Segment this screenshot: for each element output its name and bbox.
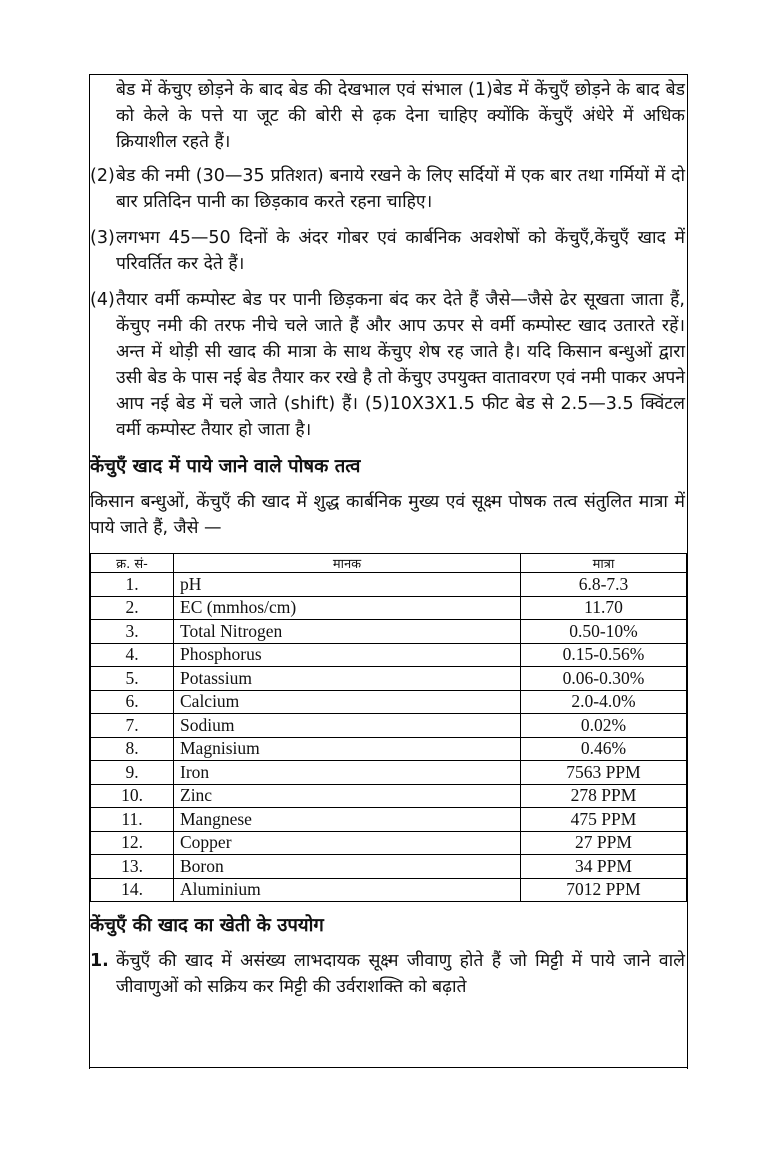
list-number: (3) [90, 228, 115, 248]
quantity-cell: 0.46% [521, 737, 687, 761]
table-row [91, 784, 687, 808]
section-heading-uses: केंचुएँ की खाद का खेती के उपयोग [90, 915, 324, 936]
table-row [91, 761, 687, 785]
parameter-cell: EC (mmhos/cm) [174, 596, 521, 620]
list-number: (4) [90, 290, 115, 310]
table-row [91, 855, 687, 879]
serial-cell: 8. [91, 737, 174, 761]
parameter-cell: Sodium [174, 714, 521, 738]
table-row [91, 714, 687, 738]
list-text: तैयार वर्मी कम्पोस्ट बेड पर पानी छिड़कना बंद कर देते हैं जैसे—जैसे ढेर सूखता जाता हैं, केंचुए नमी की तरफ नीचे चले जाते हैं और आप ऊपर से वर्मी कम्पोस्ट खाद उतारते रहें। अन्त में थोड़ी सी खाद की मात्रा के साथ केंचुए शेष रह जाते है। यदि किसान बन्धुओं द्वारा उसी बेड के पास नई बेड तैयार कर रखे है तो केंचुए उपयुक्त वातावरण एवं नमी पाकर अपने आप नई बेड में चले जाते (shift) हैं। (5)10X3X1.5 फीट बेड से 2.5—3.5 क्विंटल वर्मी कम्पोस्ट तैयार हो जाता है। [116, 290, 685, 440]
intro-paragraph: बेड में केंचुए छोड़ने के बाद बेड की देखभाल एवं संभाल (1)बेड में केंचुएँ छोड़ने के बाद बेड को केले के पत्ते या जूट की बोरी से ढ़क देना चाहिए क्योंकि केंचुएँ अंधेरे में अधिक क्रियाशील रहते हैं। [116, 80, 685, 152]
table-row [91, 620, 687, 644]
serial-cell: 11. [91, 808, 174, 832]
quantity-cell: 11.70 [521, 596, 687, 620]
table-row [91, 596, 687, 620]
quantity-cell: 475 PPM [521, 808, 687, 832]
parameter-cell: Aluminium [174, 878, 521, 902]
parameter-cell: Potassium [174, 667, 521, 691]
page-bottom-border [89, 1067, 688, 1068]
quantity-cell: 0.15-0.56% [521, 643, 687, 667]
list-number: (2) [90, 166, 115, 186]
table-row [91, 643, 687, 667]
serial-cell: 5. [91, 667, 174, 691]
parameter-cell: Iron [174, 761, 521, 785]
section-heading-nutrients: केंचुएँ खाद में पाये जाने वाले पोषक तत्व [90, 456, 361, 477]
list-text: केंचुएँ की खाद में असंख्य लाभदायक सूक्ष्म जीवाणु होते हैं जो मिट्टी में पाये जाने वाले जीवाणुओं को सक्रिय कर मिट्टी की उर्वराशक्ति को बढ़ाते [116, 951, 685, 997]
parameter-cell: Mangnese [174, 808, 521, 832]
table-row [91, 667, 687, 691]
table-row [91, 573, 687, 597]
quantity-cell: 2.0-4.0% [521, 690, 687, 714]
parameter-cell: Boron [174, 855, 521, 879]
serial-cell: 2. [91, 596, 174, 620]
quantity-cell: 6.8-7.3 [521, 573, 687, 597]
serial-cell: 12. [91, 831, 174, 855]
quantity-cell: 27 PPM [521, 831, 687, 855]
quantity-cell: 7563 PPM [521, 761, 687, 785]
quantity-cell: 278 PPM [521, 784, 687, 808]
serial-cell: 13. [91, 855, 174, 879]
serial-cell: 3. [91, 620, 174, 644]
quantity-cell: 7012 PPM [521, 878, 687, 902]
table-row [91, 690, 687, 714]
serial-cell: 4. [91, 643, 174, 667]
section-intro: किसान बन्धुओं, केंचुएँ की खाद में शुद्ध कार्बनिक मुख्य एवं सूक्ष्म पोषक तत्व संतुलित मात्रा में पाये जाते हैं, जैसे — [90, 492, 685, 538]
table-row [91, 808, 687, 832]
nutrient-table [90, 553, 687, 902]
parameter-cell: Calcium [174, 690, 521, 714]
list-item-3 [90, 225, 687, 277]
list-item-4 [90, 287, 687, 443]
serial-cell: 9. [91, 761, 174, 785]
parameter-cell: Zinc [174, 784, 521, 808]
table-row [91, 831, 687, 855]
quantity-cell: 0.06-0.30% [521, 667, 687, 691]
list-text: बेड की नमी (30—35 प्रतिशत) बनाये रखने के लिए सर्दियों में एक बार तथा गर्मियों में दो बार प्रतिदिन पानी का छिड़काव करते रहना चाहिए। [116, 166, 685, 212]
table-row [91, 878, 687, 902]
page-content [90, 75, 687, 1000]
header-parameter: मानक [174, 554, 521, 573]
quantity-cell: 0.50-10% [521, 620, 687, 644]
list-text: लगभग 45—50 दिनों के अंदर गोबर एवं कार्बनिक अवशेषों को केंचुएँ,केंचुएँ खाद में परिवर्तित कर देते हैं। [116, 228, 685, 274]
uses-item-1 [90, 948, 687, 1000]
list-item-2 [90, 163, 687, 215]
serial-cell: 1. [91, 573, 174, 597]
quantity-cell: 0.02% [521, 714, 687, 738]
table-header-row [91, 554, 687, 573]
header-serial: क्र. सं- [91, 554, 174, 573]
serial-cell: 10. [91, 784, 174, 808]
serial-cell: 14. [91, 878, 174, 902]
parameter-cell: Magnisium [174, 737, 521, 761]
parameter-cell: pH [174, 573, 521, 597]
table-row [91, 737, 687, 761]
parameter-cell: Phosphorus [174, 643, 521, 667]
page-frame [89, 74, 688, 1069]
quantity-cell: 34 PPM [521, 855, 687, 879]
parameter-cell: Total Nitrogen [174, 620, 521, 644]
header-quantity: मात्रा [521, 554, 687, 573]
list-number: 1. [90, 951, 109, 971]
serial-cell: 6. [91, 690, 174, 714]
parameter-cell: Copper [174, 831, 521, 855]
serial-cell: 7. [91, 714, 174, 738]
